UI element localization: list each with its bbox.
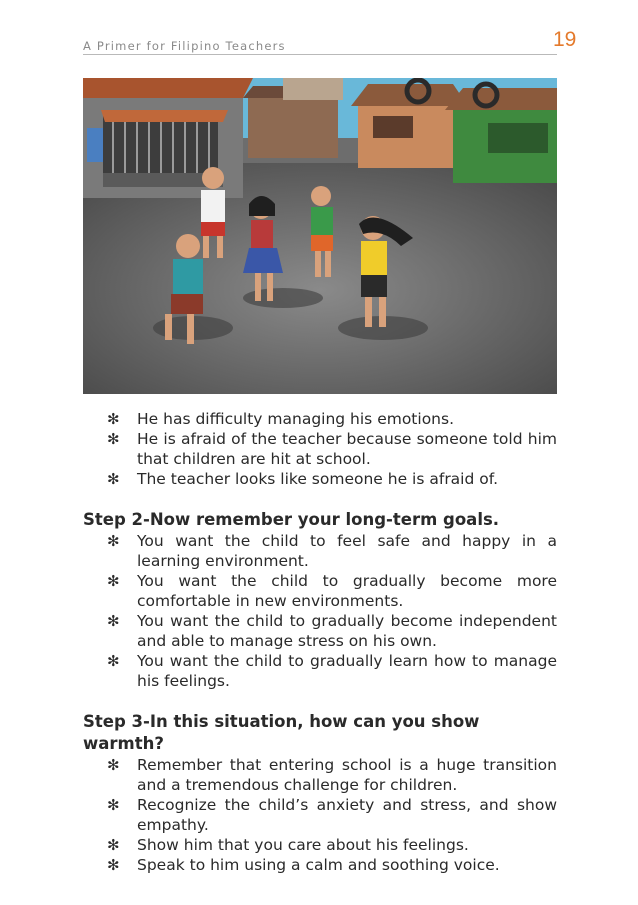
list-item: ✻ Recognize the child’s anxiety and stress, and show empathy.: [107, 796, 557, 834]
asterisk-bullet-icon: ✻: [107, 836, 120, 854]
step-2-bullet-list: [83, 531, 557, 691]
list-item: ✻ You want the child to gradually learn how to manage his feelings.: [107, 652, 557, 690]
asterisk-bullet-icon: ✻: [107, 470, 120, 488]
list-item: ✻ Speak to him using a calm and soothing voice.: [107, 856, 500, 874]
asterisk-bullet-icon: ✻: [107, 572, 120, 590]
step-3-heading: Step 3-In this situation, how can you show warmth?: [83, 712, 480, 753]
asterisk-bullet-icon: ✻: [107, 856, 120, 874]
asterisk-bullet-icon: ✻: [107, 532, 120, 550]
asterisk-bullet-icon: ✻: [107, 652, 120, 670]
asterisk-bullet-icon: ✻: [107, 410, 120, 428]
running-head: A Primer for Filipino Teachers: [83, 39, 286, 53]
page-body: [83, 409, 557, 875]
list-item: ✻ You want the child to feel safe and happy in a learning environment.: [107, 532, 557, 570]
list-item: ✻ You want the child to gradually become independent and able to manage stress on his own.: [107, 612, 557, 650]
asterisk-bullet-icon: ✻: [107, 612, 120, 630]
list-item: ✻ The teacher looks like someone he is afraid of.: [107, 470, 498, 488]
page-number: 19: [553, 28, 577, 51]
intro-bullet-list: [83, 409, 557, 489]
children-playing-illustration: [83, 78, 557, 394]
list-item: ✻ Remember that entering school is a huge transition and a tremendous challenge for children.: [107, 756, 557, 794]
asterisk-bullet-icon: ✻: [107, 430, 120, 448]
list-item: ✻ You want the child to gradually become more comfortable in new environments.: [107, 572, 557, 610]
list-item: ✻ He has difficulty managing his emotions.: [107, 410, 455, 428]
step-3-bullet-list: [83, 755, 557, 875]
list-item: ✻ Show him that you care about his feelings.: [107, 836, 469, 854]
step-2-heading: Step 2-Now remember your long-term goals.: [83, 510, 500, 529]
asterisk-bullet-icon: ✻: [107, 756, 120, 774]
asterisk-bullet-icon: ✻: [107, 796, 120, 814]
list-item: ✻ He is afraid of the teacher because someone told him that children are hit at school.: [107, 430, 557, 468]
header-rule: [83, 54, 557, 55]
